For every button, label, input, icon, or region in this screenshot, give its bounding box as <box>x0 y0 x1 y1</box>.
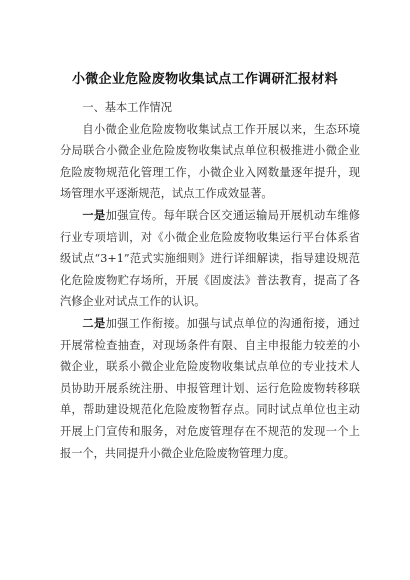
document-title: 小微企业危险废物收集试点工作调研汇报材料 <box>71 72 338 87</box>
intro-paragraph: 自小微企业危险废物收集试点工作开展以来，生态环境分局联合小微企业危险废物收集试点单位积极推进小微企业危险废物规范化管理工作，小微企业入网数量逐年提升，现场管理水平逐渐规范，试点工作成效显著。 <box>60 122 360 201</box>
point-one-lead: 一是 <box>82 207 106 222</box>
point-two-lead: 二是 <box>82 315 106 330</box>
point-two-paragraph <box>60 313 360 464</box>
point-two-text: 加强工作衔接。加强与试点单位的沟通衔接，通过开展常检查抽查，对现场条件有限、自主申报能力较差的小微企业，联系小微企业危险废物收集试点单位的专业技术人员协助开展系统注册、申报管理计划、运行危险废物转移联单，帮助建设规范化危险废物暂存点。同时试点单位也主动开展上门宣传和服务，对危废管理存在不规范的发现一个上报一个，共同提升小微企业危险废物管理力度。 <box>60 316 360 460</box>
section-heading: 一、基本工作情况 <box>82 101 172 114</box>
point-one-paragraph <box>60 205 360 313</box>
point-one-text: 加强宣传。每年联合区交通运输局开展机动车维修行业专项培训，对《小微企业危险废物收集运行平台体系省级试点“3+1”范式实施细则》进行详细解读，指导建设规范化危险废物贮存场所，开展《固废法》普法教育，提高了各汽修企业对试点工作的认识。 <box>60 208 360 309</box>
document-body <box>60 97 360 464</box>
